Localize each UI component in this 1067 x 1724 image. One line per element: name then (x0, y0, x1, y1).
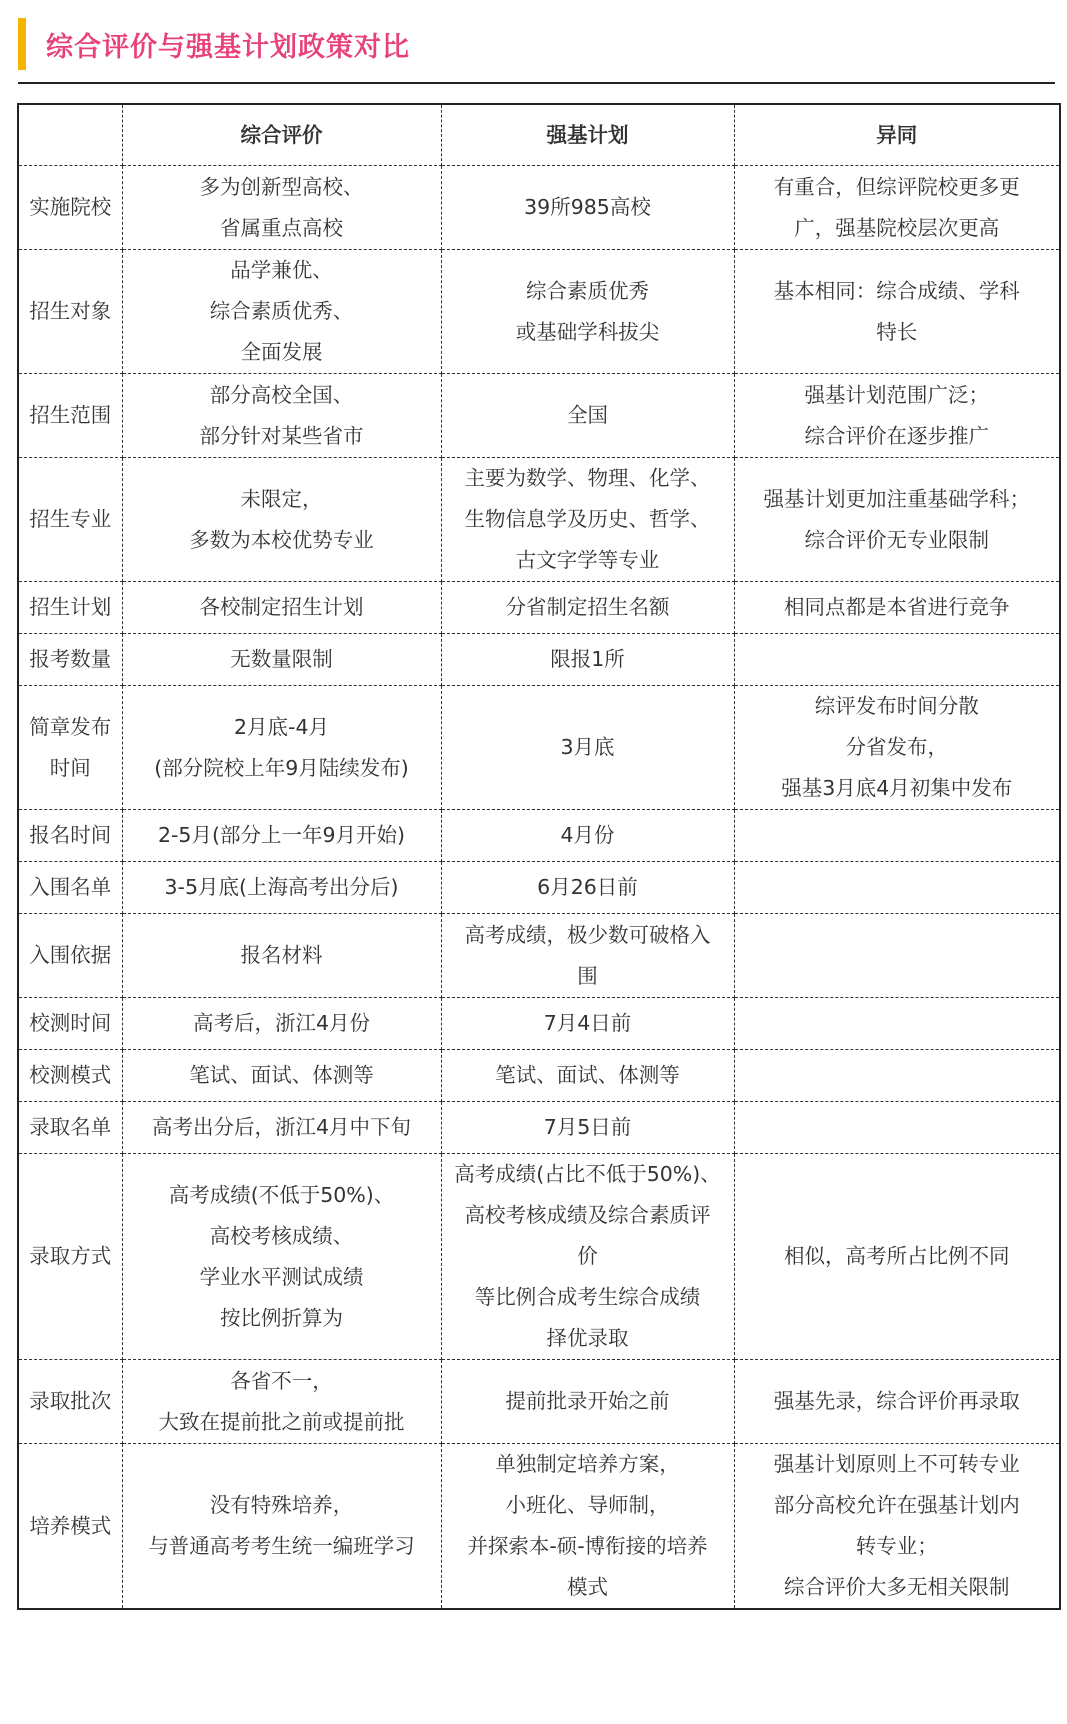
row-label (18, 686, 122, 810)
table-row (18, 634, 1060, 686)
cell-line: 39所985高校 (524, 195, 651, 219)
cell-line: 并探索本-硕-博衔接的培养 (467, 1534, 708, 1558)
cell-line: 招生专业 (29, 507, 112, 531)
zonghe-cell (122, 1360, 441, 1444)
cell-line: 价 (577, 1244, 598, 1268)
qiangji-cell (441, 1102, 734, 1154)
cell-line: 笔试、面试、体测等 (495, 1063, 680, 1087)
zonghe-cell (122, 458, 441, 582)
cell-line: 强基先录，综合评价再录取 (773, 1389, 1020, 1413)
table-row (18, 998, 1060, 1050)
qiangji-cell (441, 634, 734, 686)
cell-line: 与普通高考考生统一编班学习 (148, 1534, 415, 1558)
cell-line: 6月26日前 (537, 875, 638, 899)
cell-line: 各校制定招生计划 (199, 595, 364, 619)
cell-line: 提前批录开始之前 (505, 1389, 670, 1413)
qiangji-cell (441, 250, 734, 374)
cell-line: 高考成绩(不低于50%)、 (168, 1182, 395, 1207)
header-cell-empty (18, 104, 122, 166)
cell-line: 部分高校允许在强基计划内 (773, 1493, 1020, 1517)
zonghe-cell (122, 1102, 441, 1154)
row-label (18, 914, 122, 998)
section-title (18, 18, 410, 70)
cell-line: 招生范围 (29, 403, 112, 427)
cell-line: 高考成绩，极少数可破格入 (464, 922, 711, 947)
yitong-cell (734, 1102, 1060, 1154)
cell-line: 等比例合成考生综合成绩 (474, 1285, 701, 1309)
table-body (18, 166, 1060, 1610)
cell-line: 强基计划范围广泛； (804, 382, 989, 407)
cell-line: 7月4日前 (543, 1011, 632, 1035)
cell-line: 入围依据 (29, 943, 112, 967)
page-title: 综合评价与强基计划政策对比 (46, 31, 410, 63)
cell-line: 分省制定招生名额 (505, 595, 670, 619)
row-label (18, 458, 122, 582)
zonghe-cell (122, 250, 441, 374)
row-label (18, 374, 122, 458)
yitong-cell (734, 634, 1060, 686)
cell-line: 招生对象 (29, 299, 112, 323)
cell-line: 品学兼优、 (230, 258, 333, 282)
row-label (18, 1102, 122, 1154)
cell-line: 部分高校全国、 (209, 382, 354, 407)
qiangji-cell (441, 862, 734, 914)
cell-line: 校测时间 (29, 1011, 112, 1035)
cell-line: 高考成绩(占比不低于50%)、 (454, 1162, 721, 1186)
cell-line: 2月底-4月 (234, 714, 329, 739)
cell-line: 4月份 (560, 823, 615, 847)
cell-line: 没有特殊培养， (209, 1493, 354, 1517)
cell-line: 实施院校 (29, 195, 112, 219)
cell-line: 笔试、面试、体测等 (189, 1063, 374, 1087)
cell-line: 报名时间 (29, 823, 112, 847)
row-label (18, 998, 122, 1050)
row-label (18, 1360, 122, 1444)
qiangji-cell (441, 686, 734, 810)
qiangji-cell (441, 582, 734, 634)
cell-line: 按比例折算为 (220, 1305, 343, 1330)
cell-line: 无数量限制 (230, 647, 333, 671)
cell-line: 相似，高考所占比例不同 (784, 1244, 1010, 1268)
table-row (18, 458, 1060, 582)
zonghe-cell (122, 582, 441, 634)
qiangji-cell (441, 374, 734, 458)
cell-line: 录取方式 (29, 1244, 112, 1268)
table-row (18, 166, 1060, 250)
comparison-table (17, 103, 1061, 1610)
cell-line: 强基3月底4月初集中发布 (781, 776, 1013, 800)
cell-line: 2-5月(部分上一年9月开始) (157, 823, 406, 847)
cell-line: 多数为本校优势专业 (189, 527, 374, 552)
cell-line: 综合素质优秀、 (209, 299, 354, 323)
cell-line: 未限定， (240, 486, 323, 511)
cell-line: 招生计划 (29, 595, 112, 619)
cell-line: 大致在提前批之前或提前批 (158, 1409, 405, 1434)
zonghe-cell (122, 634, 441, 686)
cell-line: 时间 (49, 755, 91, 780)
table-row (18, 250, 1060, 374)
yitong-cell (734, 374, 1060, 458)
table-header-row (18, 104, 1060, 166)
table-row (18, 1102, 1060, 1154)
cell-line: (部分院校上年9月陆续发布) (154, 755, 409, 780)
row-label (18, 582, 122, 634)
cell-line: 高校考核成绩、 (209, 1223, 354, 1248)
cell-line: 省属重点高校 (220, 215, 343, 240)
cell-line: 转专业； (855, 1534, 938, 1558)
cell-line: 培养模式 (29, 1513, 112, 1538)
cell-line: 各省不一， (230, 1368, 333, 1393)
table-row (18, 374, 1060, 458)
cell-line: 特长 (876, 319, 918, 344)
qiangji-cell (441, 166, 734, 250)
row-label (18, 1154, 122, 1360)
zonghe-cell (122, 374, 441, 458)
zonghe-cell (122, 914, 441, 998)
yitong-cell (734, 166, 1060, 250)
cell-line: 单独制定培养方案， (495, 1452, 680, 1476)
cell-line: 模式 (567, 1575, 608, 1599)
row-label (18, 862, 122, 914)
cell-line: 3-5月底(上海高考出分后) (164, 875, 399, 899)
yitong-cell (734, 1154, 1060, 1360)
cell-line: 录取批次 (29, 1389, 112, 1413)
cell-line: 广，强基院校层次更高 (794, 215, 1000, 240)
cell-line: 择优录取 (546, 1326, 629, 1350)
qiangji-cell (441, 458, 734, 582)
qiangji-cell (441, 1360, 734, 1444)
zonghe-cell (122, 862, 441, 914)
cell-line: 高校考核成绩及综合素质评 (464, 1203, 711, 1227)
qiangji-cell (441, 1050, 734, 1102)
yitong-cell (734, 862, 1060, 914)
cell-line: 7月5日前 (543, 1115, 632, 1139)
cell-line: 全面发展 (240, 340, 323, 364)
cell-line: 多为创新型高校、 (199, 174, 364, 199)
header-cell-zonghepingjia: 综合评价 (122, 104, 441, 166)
row-label (18, 250, 122, 374)
cell-line: 强基计划原则上不可转专业 (773, 1452, 1020, 1476)
row-label (18, 1050, 122, 1102)
zonghe-cell (122, 1050, 441, 1102)
yitong-cell (734, 810, 1060, 862)
yitong-cell (734, 582, 1060, 634)
cell-line: 限报1所 (550, 647, 625, 671)
yitong-cell (734, 686, 1060, 810)
cell-line: 生物信息学及历史、哲学、 (464, 507, 711, 531)
yitong-cell (734, 914, 1060, 998)
cell-line: 部分针对某些省市 (199, 423, 364, 448)
cell-line: 入围名单 (29, 875, 112, 899)
table-row (18, 1444, 1060, 1610)
cell-line: 综合评价在逐步推广 (804, 423, 989, 448)
zonghe-cell (122, 686, 441, 810)
cell-line: 主要为数学、物理、化学、 (464, 466, 711, 490)
zonghe-cell (122, 810, 441, 862)
cell-line: 有重合，但综评院校更多更 (773, 174, 1020, 199)
cell-line: 录取名单 (29, 1115, 112, 1139)
yitong-cell (734, 458, 1060, 582)
cell-line: 学业水平测试成绩 (199, 1264, 364, 1289)
title-accent-bar (18, 18, 26, 70)
title-divider (18, 82, 1055, 84)
cell-line: 相同点都是本省进行竞争 (784, 595, 1010, 619)
qiangji-cell (441, 998, 734, 1050)
cell-line: 高考后，浙江4月份 (192, 1011, 371, 1035)
cell-line: 报考数量 (29, 647, 112, 671)
qiangji-cell (441, 810, 734, 862)
yitong-cell (734, 1050, 1060, 1102)
cell-line: 强基计划更加注重基础学科； (763, 486, 1030, 511)
row-label (18, 1444, 122, 1610)
row-label (18, 634, 122, 686)
zonghe-cell (122, 166, 441, 250)
table-row (18, 914, 1060, 998)
row-label (18, 166, 122, 250)
cell-line: 综合评价无专业限制 (804, 527, 989, 552)
table-row (18, 862, 1060, 914)
cell-line: 高考出分后，浙江4月中下旬 (151, 1115, 412, 1139)
yitong-cell (734, 1444, 1060, 1610)
yitong-cell (734, 998, 1060, 1050)
cell-line: 3月底 (560, 735, 615, 759)
table-row (18, 1154, 1060, 1360)
cell-line: 基本相同：综合成绩、学科 (773, 278, 1020, 303)
cell-line: 综合评价大多无相关限制 (784, 1575, 1010, 1599)
cell-line: 报名材料 (240, 943, 323, 967)
zonghe-cell (122, 1154, 441, 1360)
zonghe-cell (122, 1444, 441, 1610)
cell-line: 或基础学科拔尖 (515, 319, 660, 344)
cell-line: 全国 (567, 403, 608, 427)
row-label (18, 810, 122, 862)
cell-line: 校测模式 (29, 1063, 112, 1087)
yitong-cell (734, 1360, 1060, 1444)
zonghe-cell (122, 998, 441, 1050)
table-row (18, 810, 1060, 862)
cell-line: 综合素质优秀 (526, 278, 649, 303)
yitong-cell (734, 250, 1060, 374)
table-row (18, 582, 1060, 634)
qiangji-cell (441, 914, 734, 998)
header-cell-qiangjijihua: 强基计划 (441, 104, 734, 166)
cell-line: 简章发布 (29, 714, 112, 739)
qiangji-cell (441, 1444, 734, 1610)
qiangji-cell (441, 1154, 734, 1360)
table-row (18, 1360, 1060, 1444)
header-cell-yitong: 异同 (734, 104, 1060, 166)
table-row (18, 686, 1060, 810)
cell-line: 小班化、导师制， (505, 1493, 670, 1517)
table-row (18, 1050, 1060, 1102)
cell-line: 古文字学等专业 (515, 548, 660, 572)
cell-line: 围 (577, 963, 598, 988)
cell-line: 综评发布时间分散 (814, 694, 979, 718)
cell-line: 分省发布， (845, 735, 948, 759)
